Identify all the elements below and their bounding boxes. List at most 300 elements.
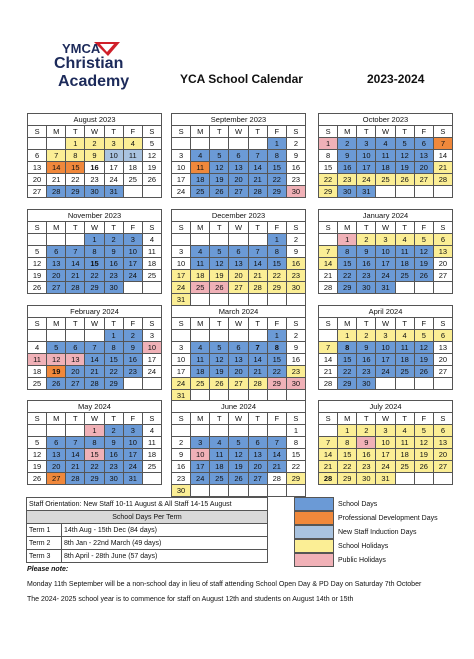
day-cell: 12 [47, 354, 66, 366]
day-cell [191, 138, 210, 150]
day-cell: 12 [28, 449, 47, 461]
day-cell [229, 485, 248, 497]
day-cell: 2 [123, 330, 142, 342]
day-cell: 10 [172, 258, 191, 270]
weekday-header: S [286, 318, 305, 330]
day-cell: 27 [229, 282, 248, 294]
day-cell: 15 [66, 162, 85, 174]
day-cell: 22 [338, 270, 357, 282]
day-cell: 19 [229, 461, 248, 473]
day-cell: 17 [357, 162, 376, 174]
day-cell: 27 [66, 378, 85, 390]
day-cell: 28 [248, 186, 267, 198]
day-cell: 4 [142, 425, 161, 437]
week-row [172, 270, 306, 282]
legend-label: School Holidays [338, 542, 389, 550]
day-cell: 13 [248, 449, 267, 461]
month-name: August 2023 [28, 114, 162, 126]
day-cell: 18 [376, 162, 395, 174]
day-cell: 5 [210, 150, 229, 162]
day-cell: 15 [338, 258, 357, 270]
day-cell: 15 [85, 449, 104, 461]
day-cell [28, 330, 47, 342]
week-row [172, 282, 306, 294]
month-name: September 2023 [172, 114, 306, 126]
weekday-header: F [267, 413, 286, 425]
week-row [319, 354, 453, 366]
day-cell: 23 [123, 366, 142, 378]
day-cell [191, 425, 210, 437]
day-cell: 26 [28, 282, 47, 294]
day-cell: 22 [85, 270, 104, 282]
weekday-header: T [357, 222, 376, 234]
day-cell: 19 [47, 366, 66, 378]
day-cell: 10 [104, 150, 123, 162]
day-cell: 29 [338, 378, 357, 390]
week-row [28, 461, 162, 473]
month-calendar [27, 400, 162, 485]
day-cell: 18 [191, 366, 210, 378]
weekday-header: W [85, 413, 104, 425]
weekday-header: F [414, 222, 433, 234]
day-cell: 20 [229, 174, 248, 186]
day-cell: 30 [357, 282, 376, 294]
week-row [172, 366, 306, 378]
day-cell: 8 [267, 342, 286, 354]
week-row [28, 138, 162, 150]
day-cell: 5 [414, 234, 433, 246]
day-cell: 7 [433, 138, 452, 150]
weekday-header: S [433, 413, 452, 425]
weekday-header: M [338, 126, 357, 138]
term-label: Term 2 [27, 537, 62, 550]
week-row [172, 174, 306, 186]
day-cell: 26 [395, 174, 414, 186]
legend-label: School Days [338, 500, 378, 508]
week-row [28, 150, 162, 162]
day-cell: 28 [319, 473, 338, 485]
week-row [28, 366, 162, 378]
month-calendar [171, 400, 306, 497]
day-cell: 24 [357, 174, 376, 186]
weekday-header: S [142, 413, 161, 425]
day-cell: 25 [142, 461, 161, 473]
day-cell [395, 186, 414, 198]
week-row [319, 186, 453, 198]
day-cell: 27 [248, 473, 267, 485]
day-cell: 17 [172, 366, 191, 378]
week-row [28, 246, 162, 258]
day-cell: 21 [267, 461, 286, 473]
day-cell: 15 [267, 258, 286, 270]
day-cell: 26 [142, 174, 161, 186]
day-cell [123, 186, 142, 198]
weekday-header: S [286, 222, 305, 234]
day-cell [123, 378, 142, 390]
week-row [172, 162, 306, 174]
day-cell: 12 [210, 354, 229, 366]
weekday-header: M [191, 318, 210, 330]
week-row [28, 354, 162, 366]
day-cell: 25 [210, 473, 229, 485]
day-cell [433, 186, 452, 198]
day-cell: 12 [414, 437, 433, 449]
week-row [319, 378, 453, 390]
day-cell: 7 [66, 437, 85, 449]
week-row [319, 246, 453, 258]
day-cell: 21 [433, 162, 452, 174]
day-cell: 20 [229, 270, 248, 282]
weekday-header: S [28, 318, 47, 330]
weekday-header: S [433, 126, 452, 138]
day-cell: 25 [191, 186, 210, 198]
day-cell: 22 [267, 270, 286, 282]
day-cell: 14 [433, 150, 452, 162]
day-cell: 3 [172, 150, 191, 162]
month-name: March 2024 [172, 306, 306, 318]
day-cell [66, 330, 85, 342]
week-row [28, 186, 162, 198]
weekday-header: W [229, 318, 248, 330]
day-cell: 4 [142, 234, 161, 246]
day-cell [248, 234, 267, 246]
day-cell: 2 [286, 330, 305, 342]
weekday-header: T [210, 222, 229, 234]
weekday-header: M [47, 413, 66, 425]
week-row [319, 330, 453, 342]
day-cell: 10 [376, 437, 395, 449]
day-cell [210, 425, 229, 437]
day-cell: 30 [104, 473, 123, 485]
calendar-year: 2023-2024 [367, 72, 425, 86]
day-cell: 24 [376, 270, 395, 282]
day-cell: 13 [47, 449, 66, 461]
day-cell [47, 234, 66, 246]
day-cell: 13 [47, 258, 66, 270]
weekday-header: W [85, 126, 104, 138]
day-cell: 6 [229, 150, 248, 162]
term-row [27, 524, 268, 537]
week-row [172, 186, 306, 198]
day-cell: 4 [191, 150, 210, 162]
day-cell: 31 [376, 473, 395, 485]
day-cell: 26 [414, 270, 433, 282]
term-info-table [26, 497, 268, 563]
term-value: 14th Aug - 15th Dec (84 days) [62, 524, 268, 537]
weekday-header: T [66, 413, 85, 425]
day-cell: 9 [357, 437, 376, 449]
weekday-header: F [123, 126, 142, 138]
day-cell: 15 [267, 162, 286, 174]
day-cell: 21 [248, 270, 267, 282]
day-cell: 5 [28, 246, 47, 258]
weekday-header: T [248, 318, 267, 330]
day-cell: 9 [338, 150, 357, 162]
day-cell: 7 [319, 437, 338, 449]
day-cell: 2 [104, 425, 123, 437]
week-row [172, 473, 306, 485]
day-cell: 13 [229, 258, 248, 270]
day-cell: 14 [248, 354, 267, 366]
day-cell: 14 [319, 258, 338, 270]
day-cell: 14 [319, 449, 338, 461]
day-cell [210, 138, 229, 150]
day-cell: 30 [104, 282, 123, 294]
day-cell: 8 [267, 246, 286, 258]
day-cell: 22 [286, 461, 305, 473]
day-cell: 24 [142, 366, 161, 378]
day-cell [191, 330, 210, 342]
day-cell: 3 [172, 342, 191, 354]
day-cell: 13 [433, 437, 452, 449]
day-cell [248, 138, 267, 150]
day-cell: 15 [286, 449, 305, 461]
legend-item [294, 497, 449, 511]
day-cell: 9 [286, 150, 305, 162]
day-cell [85, 330, 104, 342]
day-cell [210, 294, 229, 306]
weekday-header: S [319, 318, 338, 330]
week-row [28, 270, 162, 282]
day-cell [229, 234, 248, 246]
weekday-header: S [319, 126, 338, 138]
term-value: 8th Jan - 22nd March (49 days) [62, 537, 268, 550]
day-cell: 17 [123, 258, 142, 270]
day-cell: 3 [376, 234, 395, 246]
day-cell: 27 [433, 461, 452, 473]
day-cell: 31 [172, 294, 191, 306]
week-row [172, 150, 306, 162]
month-name: February 2024 [28, 306, 162, 318]
day-cell: 23 [172, 473, 191, 485]
weekday-header: T [357, 413, 376, 425]
week-row [319, 461, 453, 473]
day-cell: 7 [319, 246, 338, 258]
day-cell: 3 [123, 425, 142, 437]
day-cell: 1 [85, 234, 104, 246]
day-cell: 14 [85, 354, 104, 366]
day-cell: 23 [104, 461, 123, 473]
day-cell: 22 [319, 174, 338, 186]
day-cell: 6 [47, 437, 66, 449]
notes [27, 566, 421, 611]
legend-swatch [294, 511, 334, 525]
day-cell: 9 [357, 246, 376, 258]
day-cell: 18 [395, 258, 414, 270]
weekday-header: S [433, 222, 452, 234]
day-cell [28, 425, 47, 437]
day-cell: 9 [172, 449, 191, 461]
week-row [172, 342, 306, 354]
weekday-header: M [191, 222, 210, 234]
day-cell [319, 330, 338, 342]
week-row [28, 425, 162, 437]
day-cell: 4 [395, 425, 414, 437]
day-cell: 18 [142, 449, 161, 461]
day-cell: 15 [104, 354, 123, 366]
logo-text-ymca: YMCA [62, 41, 101, 56]
weekday-header: S [286, 413, 305, 425]
weekday-header: S [142, 318, 161, 330]
school-days-header: School Days Per Term [27, 511, 268, 524]
day-cell [28, 234, 47, 246]
day-cell: 18 [395, 354, 414, 366]
day-cell: 17 [104, 162, 123, 174]
day-cell: 23 [357, 461, 376, 473]
day-cell: 1 [338, 330, 357, 342]
month-name: July 2024 [319, 401, 453, 413]
day-cell: 10 [142, 342, 161, 354]
logo-text-academy: Academy [58, 73, 130, 90]
day-cell: 3 [376, 330, 395, 342]
weekday-header: S [28, 126, 47, 138]
month-name: January 2024 [319, 210, 453, 222]
week-row [172, 234, 306, 246]
day-cell: 17 [142, 354, 161, 366]
day-cell: 5 [142, 138, 161, 150]
legend-label: New Staff Induction Days [338, 528, 417, 536]
day-cell: 19 [210, 366, 229, 378]
day-cell: 20 [28, 174, 47, 186]
day-cell: 25 [191, 282, 210, 294]
day-cell: 2 [357, 425, 376, 437]
month-calendar [318, 209, 453, 294]
day-cell: 16 [85, 162, 104, 174]
day-cell: 2 [104, 234, 123, 246]
day-cell [267, 425, 286, 437]
day-cell [229, 138, 248, 150]
day-cell: 7 [85, 342, 104, 354]
week-row [319, 282, 453, 294]
day-cell: 10 [376, 342, 395, 354]
day-cell: 9 [123, 342, 142, 354]
day-cell: 11 [191, 354, 210, 366]
day-cell: 1 [319, 138, 338, 150]
day-cell: 25 [376, 174, 395, 186]
weekday-header: M [47, 222, 66, 234]
day-cell [142, 378, 161, 390]
day-cell: 29 [319, 186, 338, 198]
day-cell: 14 [267, 449, 286, 461]
day-cell: 7 [248, 342, 267, 354]
legend-swatch [294, 525, 334, 539]
day-cell: 19 [414, 258, 433, 270]
day-cell: 24 [376, 366, 395, 378]
week-row [172, 437, 306, 449]
day-cell: 28 [267, 473, 286, 485]
term-row [27, 550, 268, 563]
day-cell: 19 [28, 270, 47, 282]
day-cell: 12 [414, 246, 433, 258]
day-cell: 22 [267, 174, 286, 186]
day-cell: 15 [338, 354, 357, 366]
day-cell: 21 [319, 366, 338, 378]
day-cell: 26 [210, 186, 229, 198]
day-cell: 12 [229, 449, 248, 461]
weekday-header: T [357, 126, 376, 138]
day-cell: 18 [28, 366, 47, 378]
weekday-header: T [210, 318, 229, 330]
day-cell: 6 [433, 425, 452, 437]
day-cell: 27 [47, 473, 66, 485]
day-cell: 8 [66, 150, 85, 162]
weekday-header: T [395, 318, 414, 330]
month-calendar [318, 113, 453, 198]
day-cell: 26 [210, 282, 229, 294]
day-cell: 14 [47, 162, 66, 174]
day-cell: 4 [123, 138, 142, 150]
day-cell: 20 [248, 461, 267, 473]
weekday-header: F [267, 222, 286, 234]
term-value: 8th April - 28th June (57 days) [62, 550, 268, 563]
day-cell: 9 [104, 246, 123, 258]
day-cell: 23 [85, 174, 104, 186]
day-cell: 29 [267, 186, 286, 198]
day-cell: 4 [395, 330, 414, 342]
day-cell [414, 282, 433, 294]
day-cell: 30 [286, 282, 305, 294]
day-cell: 16 [286, 162, 305, 174]
day-cell: 1 [104, 330, 123, 342]
day-cell: 19 [142, 162, 161, 174]
day-cell: 1 [85, 425, 104, 437]
week-row [28, 437, 162, 449]
day-cell [248, 294, 267, 306]
weekday-header: S [286, 126, 305, 138]
day-cell: 29 [286, 473, 305, 485]
day-cell [248, 425, 267, 437]
day-cell: 27 [229, 186, 248, 198]
day-cell [142, 186, 161, 198]
note-line: Monday 11th September will be a non-school day in lieu of staff attending School Open Day & PD Day on Saturday 7th October [27, 581, 422, 588]
weekday-header: M [47, 318, 66, 330]
day-cell: 25 [123, 174, 142, 186]
day-cell: 7 [248, 150, 267, 162]
day-cell: 30 [357, 378, 376, 390]
legend-label: Public Holidays [338, 556, 386, 564]
week-row [319, 437, 453, 449]
weekday-header: S [319, 222, 338, 234]
day-cell [319, 234, 338, 246]
legend-label: Professional Development Days [338, 514, 438, 522]
day-cell: 7 [66, 246, 85, 258]
weekday-header: S [28, 413, 47, 425]
day-cell: 21 [85, 366, 104, 378]
day-cell: 24 [376, 461, 395, 473]
day-cell: 24 [123, 270, 142, 282]
week-row [28, 174, 162, 186]
month-name: June 2024 [172, 401, 306, 413]
day-cell: 14 [319, 354, 338, 366]
day-cell [172, 425, 191, 437]
day-cell: 13 [66, 354, 85, 366]
day-cell [142, 473, 161, 485]
weekday-header: F [123, 413, 142, 425]
day-cell: 28 [248, 282, 267, 294]
day-cell [47, 330, 66, 342]
day-cell: 12 [395, 150, 414, 162]
day-cell: 9 [104, 437, 123, 449]
day-cell: 30 [172, 485, 191, 497]
day-cell: 18 [395, 449, 414, 461]
day-cell: 27 [229, 378, 248, 390]
calendar-title: YCA School Calendar [180, 72, 303, 86]
weekday-header: T [357, 318, 376, 330]
day-cell: 10 [123, 437, 142, 449]
weekday-header: M [191, 126, 210, 138]
day-cell: 3 [104, 138, 123, 150]
notes-heading: Please note: [27, 566, 69, 573]
